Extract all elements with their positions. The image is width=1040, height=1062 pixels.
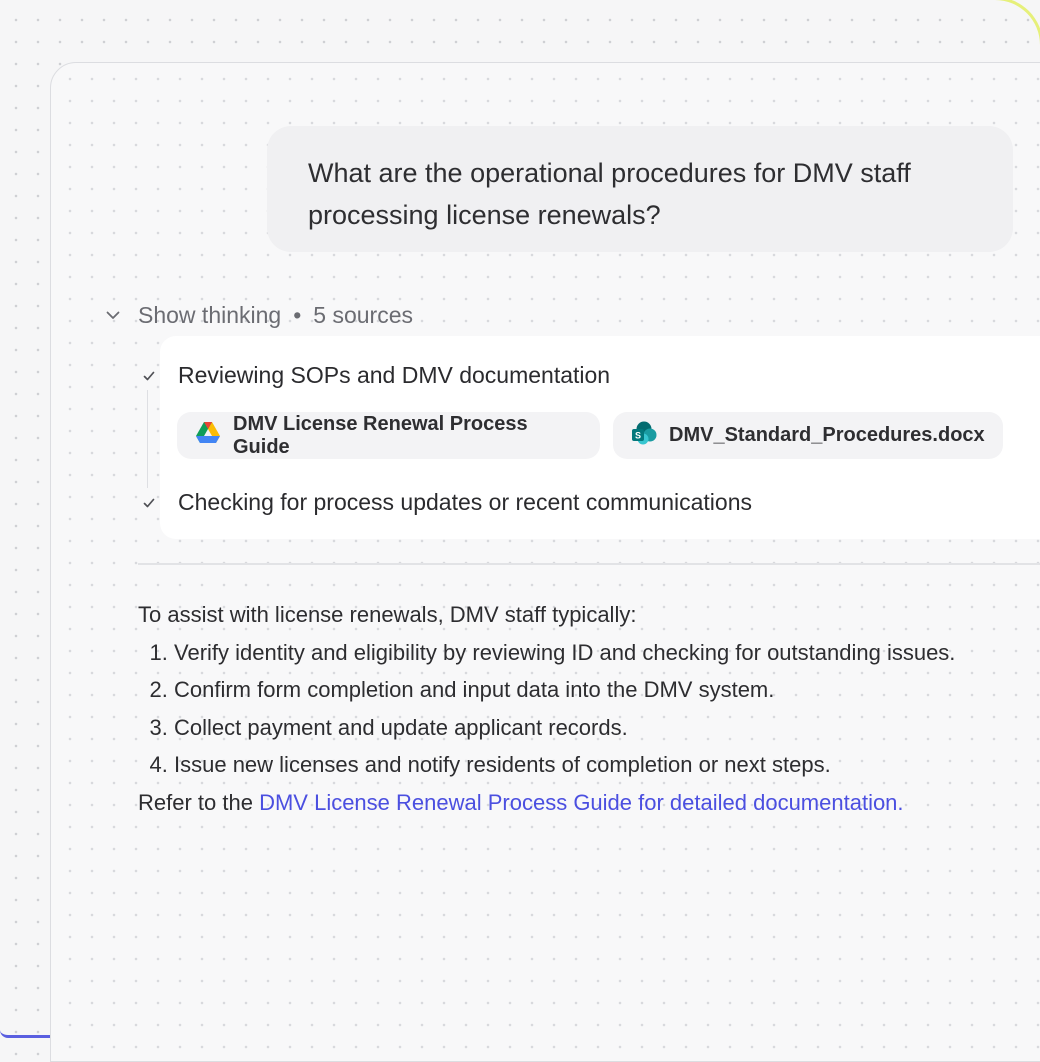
answer-intro: To assist with license renewals, DMV staff typically:	[138, 602, 637, 627]
divider	[138, 563, 1040, 565]
separator-dot: •	[293, 301, 302, 328]
source-chip-label: DMV License Renewal Process Guide	[233, 412, 528, 458]
source-chip-google-drive[interactable]	[177, 412, 600, 459]
list-item: 1. Verify identity and eligibility by reviewing ID and checking for outstanding issues.	[174, 634, 998, 672]
thinking-step-label: Reviewing SOPs and DMV documentation	[178, 362, 611, 388]
check-icon	[138, 365, 160, 387]
guide-link[interactable]: DMV License Renewal Process Guide for detailed documentation.	[259, 789, 904, 815]
chevron-down-icon	[100, 302, 126, 328]
thinking-step-label: Checking for process updates or recent communications	[178, 489, 753, 515]
google-drive-icon	[195, 421, 221, 450]
assistant-answer	[138, 596, 998, 821]
source-chip-sharepoint[interactable]	[613, 412, 1003, 459]
svg-text:S: S	[634, 430, 642, 440]
source-chip-label: DMV_Standard_Procedures.docx	[669, 424, 985, 446]
answer-steps-list	[138, 634, 998, 784]
list-item: 2. Confirm form completion and input data into the DMV system.	[174, 671, 998, 709]
answer-reference	[138, 784, 998, 822]
thinking-step	[138, 362, 610, 389]
list-item: 3. Collect payment and update applicant records.	[174, 709, 998, 747]
list-item: 4. Issue new licenses and notify residents of completion or next steps.	[174, 746, 998, 784]
show-thinking-label: Show thinking	[138, 301, 282, 328]
user-message-text: What are the operational procedures for DMV staff processing license renewals?	[308, 158, 911, 230]
sources-count: 5 sources	[313, 301, 413, 328]
frame-accent-glow	[970, 0, 1040, 70]
check-icon	[138, 492, 160, 514]
user-message-bubble	[267, 126, 1013, 252]
steps-timeline	[147, 390, 148, 488]
show-thinking-toggle[interactable]	[100, 298, 413, 332]
sharepoint-icon	[631, 421, 657, 451]
reference-prefix: Refer to the	[138, 789, 260, 815]
thinking-step	[138, 489, 752, 516]
